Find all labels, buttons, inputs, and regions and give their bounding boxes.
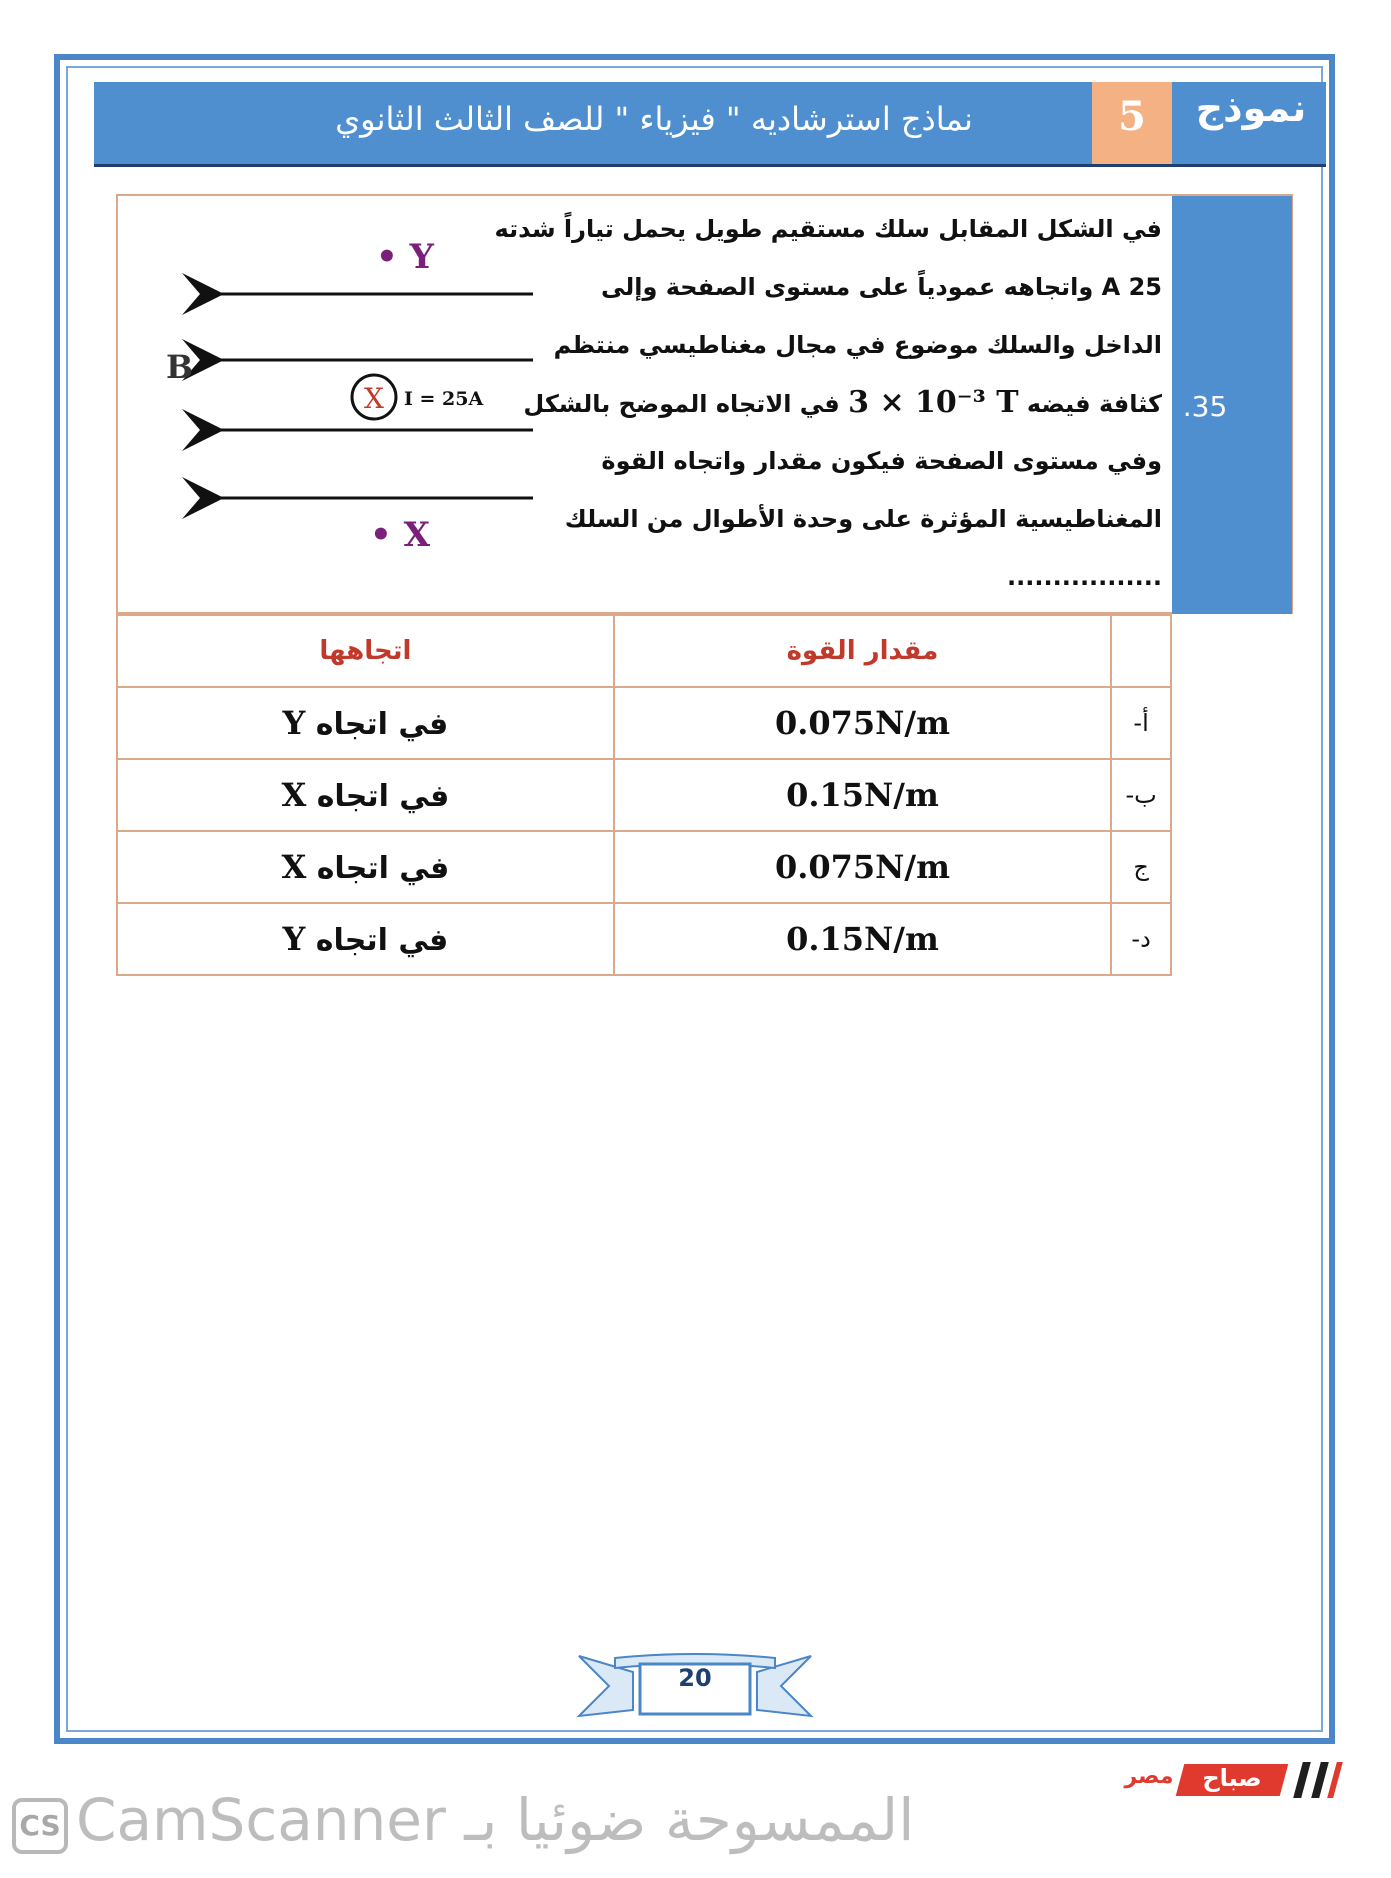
option-direction: في اتجاه Y bbox=[117, 903, 614, 975]
question-line: الداخل والسلك موضوع في مجال مغناطيسي منتظم bbox=[553, 331, 1162, 359]
option-row[interactable] bbox=[117, 759, 1171, 831]
point-y-label: • Y bbox=[376, 237, 434, 277]
option-row[interactable] bbox=[117, 831, 1171, 903]
model-label: نموذج bbox=[1195, 86, 1307, 130]
brand-main-text: صباح bbox=[1202, 1764, 1262, 1792]
question-dots: ................. bbox=[1007, 563, 1162, 591]
option-letter: أ- bbox=[1111, 687, 1171, 759]
header-magnitude: مقدار القوة bbox=[614, 615, 1111, 687]
option-magnitude: 0.075N/m bbox=[614, 831, 1111, 903]
option-letter: ب- bbox=[1111, 759, 1171, 831]
header-title: نماذج استرشاديه " فيزياء " للصف الثالث الثانوي bbox=[335, 100, 973, 138]
scanner-watermark: CamScanner الممسوحة ضوئيا بـ bbox=[76, 1786, 915, 1854]
option-magnitude: 0.075N/m bbox=[614, 687, 1111, 759]
magnetic-field-figure bbox=[150, 220, 570, 580]
header-letter-empty bbox=[1111, 615, 1171, 687]
wire-into-page-symbol: X bbox=[364, 382, 384, 415]
option-row[interactable] bbox=[117, 903, 1171, 975]
page-header bbox=[94, 82, 1326, 167]
camscanner-logo-icon: CS bbox=[12, 1798, 68, 1854]
question-line-flux bbox=[523, 374, 1162, 432]
option-direction: في اتجاه X bbox=[117, 831, 614, 903]
field-b-label: B bbox=[166, 348, 194, 386]
question-line: 25 A واتجاهه عمودياً على مستوى الصفحة وإلى bbox=[600, 273, 1162, 301]
question-line: في الشكل المقابل سلك مستقيم طويل يحمل تياراً شدته bbox=[494, 215, 1162, 243]
point-x-label: • X bbox=[370, 515, 430, 555]
brand-logo bbox=[1120, 1762, 1340, 1798]
brand-sub-text: مصر bbox=[1124, 1764, 1174, 1789]
option-letter: د- bbox=[1111, 903, 1171, 975]
options-table bbox=[116, 614, 1172, 976]
option-row[interactable] bbox=[117, 687, 1171, 759]
option-magnitude: 0.15N/m bbox=[614, 903, 1111, 975]
question-number: .35 bbox=[1182, 390, 1228, 423]
page-number: 20 bbox=[678, 1664, 712, 1692]
model-number: 5 bbox=[1092, 82, 1172, 164]
option-magnitude: 0.15N/m bbox=[614, 759, 1111, 831]
option-direction: في اتجاه X bbox=[117, 759, 614, 831]
question-text bbox=[494, 200, 1162, 606]
question-line-part: في الاتجاه الموضح بالشكل bbox=[523, 390, 840, 418]
question-line: المغناطيسية المؤثرة على وحدة الأطوال من السلك bbox=[564, 505, 1162, 533]
header-direction: اتجاهها bbox=[117, 615, 614, 687]
option-letter: ج bbox=[1111, 831, 1171, 903]
question-line-part: كثافة فيضه bbox=[1026, 390, 1162, 418]
table-header-row bbox=[117, 615, 1171, 687]
option-direction: في اتجاه Y bbox=[117, 687, 614, 759]
current-label: I = 25A bbox=[404, 388, 484, 410]
question-line: وفي مستوى الصفحة فيكون مقدار واتجاه القوة bbox=[601, 447, 1162, 475]
flux-density-value: 3 × 10⁻³ T bbox=[848, 385, 1019, 420]
